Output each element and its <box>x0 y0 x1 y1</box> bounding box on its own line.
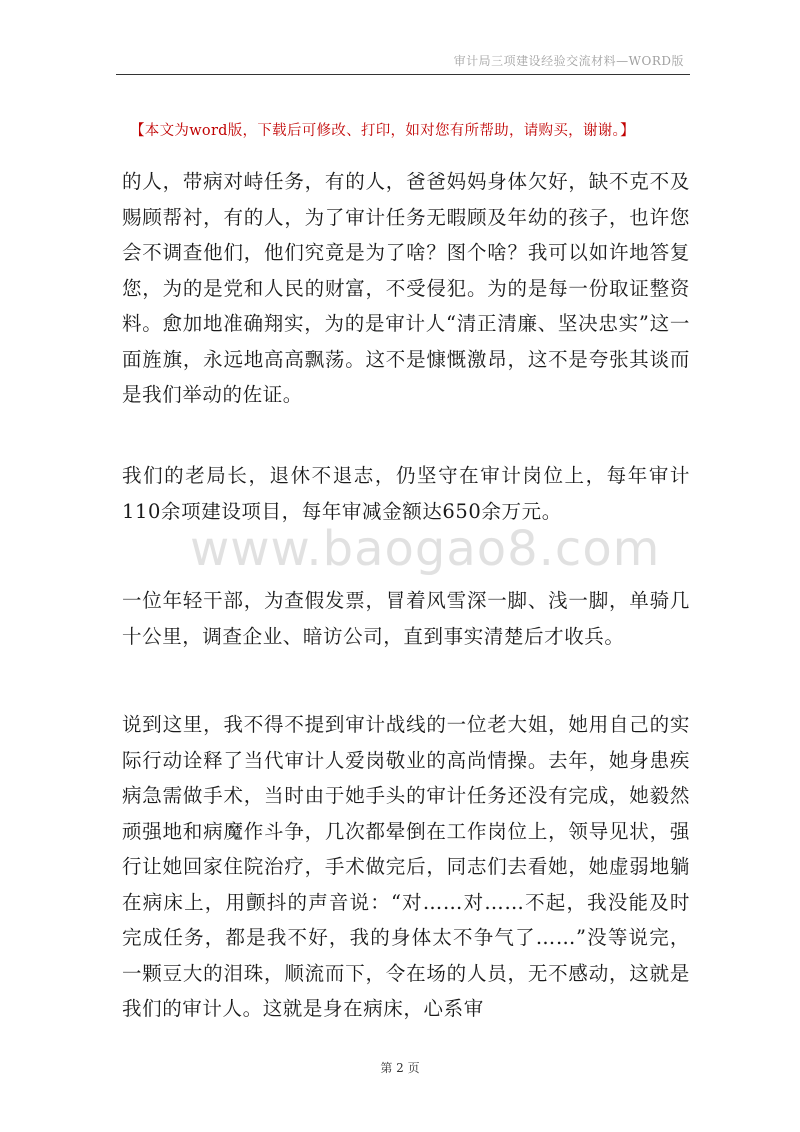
paragraph: 一位年轻干部，为查假发票，冒着风雪深一脚、浅一脚，单骑几十公里，调查企业、暗访公司，直到事实清楚后才收兵。 <box>122 589 690 648</box>
watermark: www.baogao8.com <box>190 521 661 577</box>
paragraph: 说到这里，我不得不提到审计战线的一位老大姐，她用自己的实际行动诠释了当代审计人爱岗敬业的高尚情操。去年，她身患疾病急需做手术，当时由于她手头的审计任务还没有完成，她毅然顽强地和病魔作斗争，几次都晕倒在工作岗位上，领导见状，强行让她回家住院治疗，手术做完后，同志们去看她，她虚弱地躺在病床上，用颤抖的声音说：“对……对……不起，我没能及时完成任务，都是我不好，我的身体太不争气了……”没等说完，一颗豆大的泪珠，顺流而下，令在场的人员，无不感动，这就是我们的审计人。这就是身在病床，心系审 <box>122 713 690 1020</box>
purchase-notice: 【本文为word版，下载后可修改、打印，如对您有所帮助，请购买，谢谢。】 <box>130 123 635 139</box>
document-title: 审计局三项建设经验交流材料—WORD版 <box>453 54 684 68</box>
header-divider <box>116 74 690 75</box>
paragraph: 的人，带病对峙任务，有的人，爸爸妈妈身体欠好，缺不克不及赐顾帮衬，有的人，为了审计任务无暇顾及年幼的孩子，也许您会不调查他们，他们究竟是为了啥？图个啥？我可以如许地答复您，为的是党和人民的财富，不受侵犯。为的是每一份取证整资料。愈加地准确翔实，为的是审计人“清正清廉、坚决忠实”这一面旌旗，永远地高高飘荡。这不是慷慨激昂，这不是夸张其谈而是我们举动的佐证。 <box>122 170 690 406</box>
paragraph: 我们的老局长，退休不退志，仍坚守在审计岗位上，每年审计110余项建设项目，每年审减金额达650余万元。 <box>122 464 690 523</box>
page-number: 第 2 页 <box>380 1061 420 1075</box>
